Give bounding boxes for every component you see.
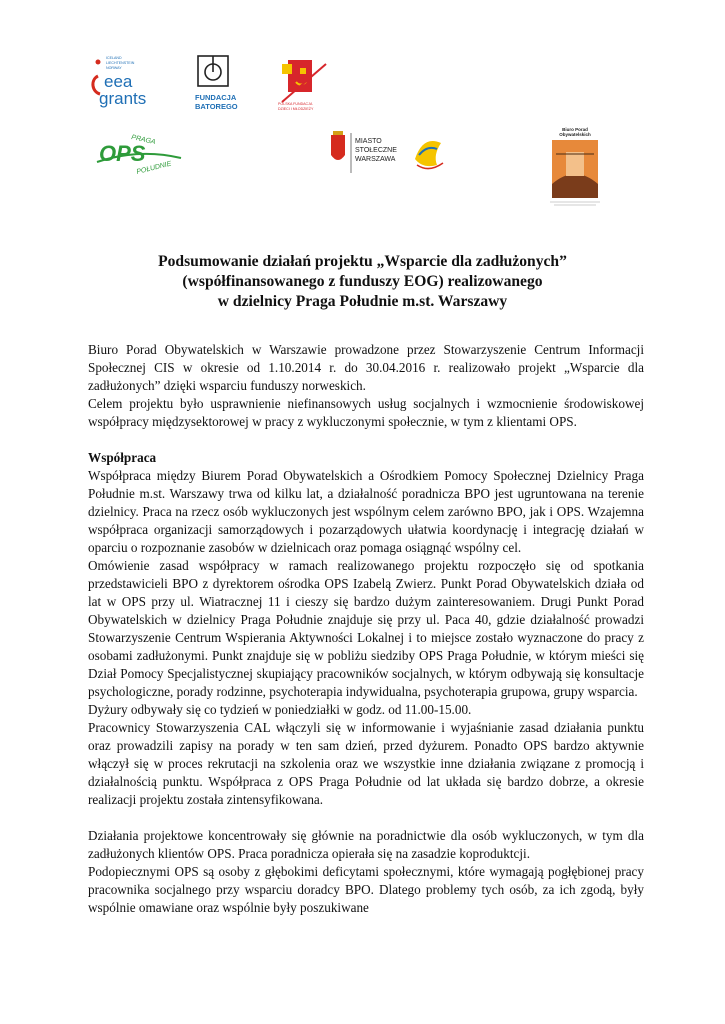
title-line-3: w dzielnicy Praga Południe m.st. Warszawy xyxy=(217,293,508,310)
spacer xyxy=(88,809,644,827)
eea-grants-logo xyxy=(93,56,146,108)
warsaw-siren-icon xyxy=(415,141,443,169)
ops-praga-logo xyxy=(93,128,185,180)
closing-paragraph-1: Działania projektowe koncentrowały się głównie na poradnictwie dla osób wykluczonych, w tym dla zadłużonych klientów OPS. Praca poradnicza opierała się na zasadzie koproduktcji. xyxy=(88,828,644,861)
section-paragraph-4: Pracownicy Stowarzyszenia CAL włączyli się w informowanie i wyjaśnianie zasad działania punktu oraz prowadzili zapisy na porady w ten sam dzień, przed dyżurem. Ponadto OPS bardzo aktywnie włączył się w proces rekrutacji na szkolenia oraz we wszystkie inne działania związane z promocją i działalnością punktu. Współpraca z OPS Praga Południe od lat układa się bardzo dobrze, a okresie realizacji projektu została zintensyfikowana. xyxy=(88,720,644,807)
ops-main-text: OPS xyxy=(99,141,146,166)
bpo-line2: Obywatelskich xyxy=(559,132,591,137)
pafw-logo xyxy=(278,60,326,111)
batory-line1: FUNDACJA xyxy=(195,93,237,102)
grants-name: grants xyxy=(99,89,147,108)
warsaw-logos xyxy=(313,125,468,185)
bpo-line1: Biuro Porad xyxy=(562,127,588,132)
warsaw-line1: MIASTO xyxy=(355,138,382,145)
document-body xyxy=(88,341,644,917)
sponsor-logos xyxy=(86,42,332,128)
bpo-logo-graphic xyxy=(546,124,604,208)
ops-top-text: PRAGA xyxy=(130,134,157,147)
pafw-caption-2: DZIECI I MŁODZIEŻY xyxy=(278,107,314,111)
title-line-2: (współfinansowanego z funduszy EOG) realizowanego xyxy=(182,273,543,290)
sponsor-logos-graphic xyxy=(86,42,332,128)
title-line-1: Podsumowanie działań projektu „Wsparcie dla zadłużonych” xyxy=(158,253,567,270)
section-paragraph-2: Omówienie zasad współpracy w ramach realizowanego projektu rozpoczęło się od spotkania przedstawicieli BPO z dyrektorem ośrodka OPS Izabelą Zwierz. Punkt Porad Obywatelskich działa od lat w OPS przy ul. Wiatracznej 11 i cieszy się bardzo dużym zainteresowaniem. Drugi Punkt Porad Obywatelskich w dzielnicy Praga Południe znajduje się przy ul. Paca 40, gdzie działalność prowadzi Stowarzyszenie Centrum Wspierania Aktywności Lokalnej i to miejsce zostało wyznaczone do pracy z osobami zadłużonymi. Punkt znajduje się w pobliżu siedziby OPS Praga Południe, w którym mieści się Dział Pomocy Specjalistycznej skupiający pracowników socjalnych, w którym odbywają się konsultacje psychologiczne, porady rodzinne, psychoterapia indywidualna, psychoterapia grupowa, grupy wsparcia. xyxy=(88,558,644,699)
section-heading: Współpraca xyxy=(88,450,157,465)
batory-logo xyxy=(195,56,238,111)
eea-name: eea xyxy=(104,72,133,91)
warsaw-coat-of-arms-icon xyxy=(331,131,345,160)
eea-country-norway: NORWAY xyxy=(106,66,122,70)
batory-line2: BATOREGO xyxy=(195,102,238,111)
eea-country-liechtenstein: LIECHTENSTEIN xyxy=(106,61,135,65)
section-paragraph-3: Dyżury odbywały się co tydzień w poniedziałki w godz. od 11.00-15.00. xyxy=(88,702,472,717)
section-paragraph-1: Współpraca między Biurem Porad Obywatelskich a Ośrodkiem Pomocy Społecznej Dzielnicy Praga Południe m.st. Warszawy trwa od kilku lat, a działalność poradnicza BPO jest ugruntowana na terenie dzielnicy. Praca na rzecz osób wykluczonych jest wspólnym celem zarówno BPO, jak i OPS. Wzajemna współpraca organizacji samorządowych i pozarządowych ułatwia koordynację i integrację działań w oparciu o rozpoznanie zasobów w dzielnicach oraz pomaga osiągnąć wspólny cel. xyxy=(88,468,644,555)
intro-paragraph-1: Biuro Porad Obywatelskich w Warszawie prowadzone przez Stowarzyszenie Centrum Informacji Społecznej CIS w okresie od 1.10.2014 r. do 30.04.2016 r. realizowało projekt „Wsparcie dla zadłużonych” dzięki wsparciu funduszy norweskich. xyxy=(88,342,644,393)
closing-paragraph-2: Podopiecznymi OPS są osoby z głębokimi deficytami społecznymi, które wymagają pogłębionej pracy pracownika socjalnego przy wsparciu doradcy BPO. Dlatego problemy tych osób, za ich zgodą, były wspólnie omawiane oraz wspólnie były poszukiwane xyxy=(88,864,644,915)
warsaw-logos-graphic xyxy=(313,125,468,185)
document-title xyxy=(40,252,685,312)
bpo-logo xyxy=(546,124,604,208)
eea-country-iceland: ICELAND xyxy=(106,56,122,60)
warsaw-line3: WARSZAWA xyxy=(355,156,396,163)
spacer xyxy=(88,431,644,449)
ops-logo-graphic xyxy=(93,128,185,180)
ops-bottom-text: POŁUDNIE xyxy=(135,160,173,176)
warsaw-line2: STOŁECZNE xyxy=(355,147,397,154)
intro-paragraph-2: Celem projektu było usprawnienie niefinansowych usług socjalnych i wzmocnienie środowiskowej współpracy międzysektorowej w pracy z wykluczonymi społecznie, w tym z klientami OPS. xyxy=(88,396,644,429)
pafw-caption-1: POLSKA FUNDACJA xyxy=(278,102,313,106)
